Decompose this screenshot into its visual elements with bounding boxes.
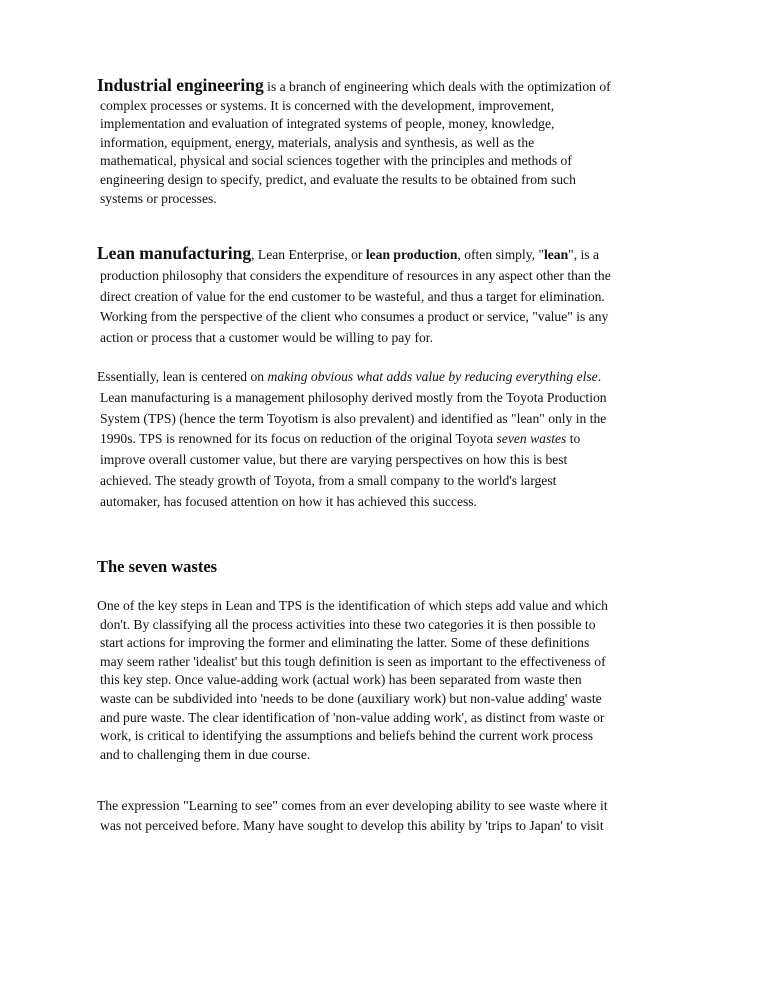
line: System (TPS) (hence the term Toyotism is also prevalent) and identified as "lean" only in the xyxy=(100,410,607,426)
line: and pure waste. The clear identification of 'non-value adding work', as distinct from waste or xyxy=(100,709,605,725)
line: systems or processes. xyxy=(100,190,217,206)
text: ", is a xyxy=(568,247,600,262)
line: direct creation of value for the end customer to be wasteful, and thus a target for elimination. xyxy=(100,288,605,304)
line: implementation and evaluation of integrated systems of people, money, knowledge, xyxy=(100,116,555,132)
line: Lean manufacturing is a management philosophy derived mostly from the Toyota Production xyxy=(100,389,607,405)
line: may seem rather 'idealist' but this tough definition is seen as important to the effectiveness of xyxy=(100,653,606,669)
line: One of the key steps in Lean and TPS is the identification of which steps add value and which xyxy=(97,598,608,613)
line: work, is critical to identifying the assumptions and beliefs behind the current work process xyxy=(100,728,594,744)
line xyxy=(97,429,677,450)
text: , often simply, " xyxy=(457,247,544,262)
term-industrial-engineering: Industrial engineering xyxy=(97,75,264,95)
section-heading: The seven wastes xyxy=(97,557,218,576)
line: information, equipment, energy, materials, analysis and synthesis, as well as the xyxy=(100,134,535,150)
line: automaker, has focused attention on how it has achieved this success. xyxy=(100,493,477,509)
term-lean-production: lean production xyxy=(365,247,458,262)
term-lean-manufacturing: Lean manufacturing xyxy=(97,243,252,263)
line: engineering design to specify, predict, and evaluate the results to be obtained from such xyxy=(100,171,576,187)
emphasis: making obvious what adds value by reducing everything else xyxy=(267,369,598,384)
text: . xyxy=(597,369,602,384)
emphasis: seven wastes xyxy=(496,431,567,447)
line: was not perceived before. Many have sought to develop this ability by 'trips to Japan' to visit xyxy=(100,818,604,833)
line: waste can be subdivided into 'needs to be done (auxiliary work) but non-value adding' waste xyxy=(100,690,602,706)
line: and to challenging them in due course. xyxy=(100,746,311,762)
line xyxy=(97,367,677,388)
line: don't. By classifying all the process activities into these two categories it is then possible to xyxy=(100,616,596,632)
line: The expression "Learning to see" comes from an ever developing ability to see waste where it xyxy=(97,798,608,813)
line: start actions for improving the former and eliminating the latter. Some of these definitions xyxy=(100,635,590,651)
paragraph-lean-essentially xyxy=(97,367,677,513)
line: improve overall customer value, but there are varying perspectives on how this is best xyxy=(100,452,568,468)
line xyxy=(97,76,677,97)
line: Working from the perspective of the client who consumes a product or service, "value" is any xyxy=(100,309,609,325)
term-lean: lean xyxy=(544,247,569,262)
paragraph-learning-to-see xyxy=(97,796,677,836)
line: achieved. The steady growth of Toyota, from a small company to the world's largest xyxy=(100,472,557,488)
line: production philosophy that considers the expenditure of resources in any aspect other than the xyxy=(100,267,611,283)
paragraph-industrial-engineering xyxy=(97,76,677,208)
line: complex processes or systems. It is concerned with the development, improvement, xyxy=(100,97,555,113)
line: this key step. Once value-adding work (actual work) has been separated from waste then xyxy=(100,672,582,688)
text: , Lean Enterprise, or xyxy=(251,247,366,262)
line: mathematical, physical and social sciences together with the principles and methods of xyxy=(100,153,572,169)
line: action or process that a customer would be willing to pay for. xyxy=(100,330,433,346)
paragraph-lean-manufacturing xyxy=(97,243,677,349)
text: to xyxy=(566,431,581,447)
text: 1990s. TPS is renowned for its focus on reduction of the original Toyota xyxy=(100,431,497,447)
text: Essentially, lean is centered on xyxy=(97,369,268,384)
text: is a branch of engineering which deals with the optimization of xyxy=(263,79,611,94)
paragraph-seven-wastes xyxy=(97,597,677,764)
line xyxy=(97,243,677,266)
